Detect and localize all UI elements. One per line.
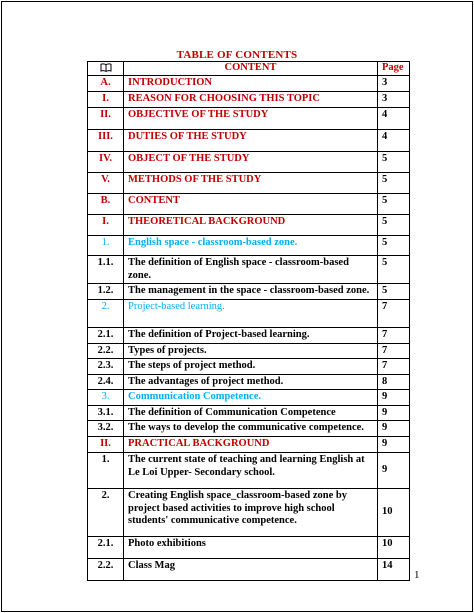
row-title: Types of projects. xyxy=(124,343,378,359)
toc-row xyxy=(88,453,410,489)
row-number: II. xyxy=(88,108,124,130)
row-page: 3 xyxy=(378,92,410,108)
book-icon xyxy=(100,63,112,72)
row-page: 4 xyxy=(378,130,410,152)
row-number: I. xyxy=(88,215,124,236)
header-content: CONTENT xyxy=(124,62,378,76)
row-page: 9 xyxy=(378,390,410,406)
toc-row xyxy=(88,215,410,236)
row-title: The definition of English space - classroom-based zone. xyxy=(124,256,378,284)
row-title: CONTENT xyxy=(124,194,378,215)
row-title: The current state of teaching and learning English at Le Loi Upper- Secondary school. xyxy=(124,453,378,489)
row-page: 10 xyxy=(378,537,410,559)
row-title: INTRODUCTION xyxy=(124,76,378,92)
row-number: A. xyxy=(88,76,124,92)
row-title: OBJECTIVE OF THE STUDY xyxy=(124,108,378,130)
row-title: The steps of project method. xyxy=(124,359,378,375)
header-icon-cell xyxy=(88,62,124,76)
row-title: Communication Competence. xyxy=(124,390,378,406)
toc-row xyxy=(88,92,410,108)
toc-row xyxy=(88,489,410,537)
toc-row xyxy=(88,108,410,130)
row-page: 14 xyxy=(378,559,410,581)
row-title: The definition of Project-based learning. xyxy=(124,328,378,344)
toc-table xyxy=(87,61,410,581)
row-number: 1. xyxy=(88,236,124,256)
row-number: 1. xyxy=(88,453,124,489)
row-page: 5 xyxy=(378,173,410,194)
row-page: 5 xyxy=(378,284,410,300)
row-title: Photo exhibitions xyxy=(124,537,378,559)
row-title: THEORETICAL BACKGROUND xyxy=(124,215,378,236)
toc-row xyxy=(88,374,410,390)
row-title: PRACTICAL BACKGROUND xyxy=(124,437,378,453)
row-number: II. xyxy=(88,437,124,453)
row-page: 10 xyxy=(378,489,410,537)
row-number: 2.4. xyxy=(88,374,124,390)
page-title: TABLE OF CONTENTS xyxy=(176,49,298,61)
row-number: 3.2. xyxy=(88,421,124,437)
row-number: 2.3. xyxy=(88,359,124,375)
toc-row xyxy=(88,300,410,328)
row-page: 5 xyxy=(378,194,410,215)
row-number: I. xyxy=(88,92,124,108)
row-title: OBJECT OF THE STUDY xyxy=(124,152,378,173)
row-number: V. xyxy=(88,173,124,194)
row-page: 9 xyxy=(378,421,410,437)
row-page: 7 xyxy=(378,343,410,359)
row-title: English space - classroom-based zone. xyxy=(124,236,378,256)
footer-page-number: 1 xyxy=(414,569,420,581)
row-number: 2.2. xyxy=(88,343,124,359)
row-page: 5 xyxy=(378,256,410,284)
row-page: 7 xyxy=(378,328,410,344)
row-number: 1.2. xyxy=(88,284,124,300)
toc-row xyxy=(88,405,410,421)
row-page: 8 xyxy=(378,374,410,390)
row-page: 5 xyxy=(378,236,410,256)
row-title: The advantages of project method. xyxy=(124,374,378,390)
row-page: 5 xyxy=(378,215,410,236)
row-title: The ways to develop the communicative competence. xyxy=(124,421,378,437)
toc-row xyxy=(88,537,410,559)
toc-row xyxy=(88,421,410,437)
row-title: The definition of Communication Competence xyxy=(124,405,378,421)
row-number: 2. xyxy=(88,489,124,537)
row-number: 1.1. xyxy=(88,256,124,284)
toc-row xyxy=(88,173,410,194)
toc-row xyxy=(88,559,410,581)
toc-row xyxy=(88,130,410,152)
toc-header-row xyxy=(88,62,410,76)
header-page: Page xyxy=(378,62,410,76)
row-number: III. xyxy=(88,130,124,152)
row-title: Project-based learning. xyxy=(124,300,378,328)
row-title: The management in the space - classroom-based zone. xyxy=(124,284,378,300)
row-title: REASON FOR CHOOSING THIS TOPIC xyxy=(124,92,378,108)
row-page: 3 xyxy=(378,76,410,92)
row-page: 4 xyxy=(378,108,410,130)
row-number: 2.1. xyxy=(88,537,124,559)
row-number: 2.1. xyxy=(88,328,124,344)
row-title: DUTIES OF THE STUDY xyxy=(124,130,378,152)
row-title: METHODS OF THE STUDY xyxy=(124,173,378,194)
toc-row xyxy=(88,390,410,406)
row-number: B. xyxy=(88,194,124,215)
row-page: 9 xyxy=(378,437,410,453)
row-page: 5 xyxy=(378,152,410,173)
toc-row xyxy=(88,152,410,173)
toc-row xyxy=(88,343,410,359)
toc-row xyxy=(88,194,410,215)
row-title: Class Mag xyxy=(124,559,378,581)
row-title: Creating English space_classroom-based zone by project based activities to improve high school students' communicative competence. xyxy=(124,489,378,537)
row-number: IV. xyxy=(88,152,124,173)
row-number: 2.2. xyxy=(88,559,124,581)
row-page: 9 xyxy=(378,405,410,421)
row-number: 3. xyxy=(88,390,124,406)
toc-row xyxy=(88,256,410,284)
row-number: 3.1. xyxy=(88,405,124,421)
row-number: 2. xyxy=(88,300,124,328)
toc-row xyxy=(88,437,410,453)
row-page: 7 xyxy=(378,300,410,328)
toc-row xyxy=(88,284,410,300)
row-page: 7 xyxy=(378,359,410,375)
row-page: 9 xyxy=(378,453,410,489)
toc-row xyxy=(88,76,410,92)
toc-row xyxy=(88,328,410,344)
toc-row xyxy=(88,359,410,375)
toc-row xyxy=(88,236,410,256)
